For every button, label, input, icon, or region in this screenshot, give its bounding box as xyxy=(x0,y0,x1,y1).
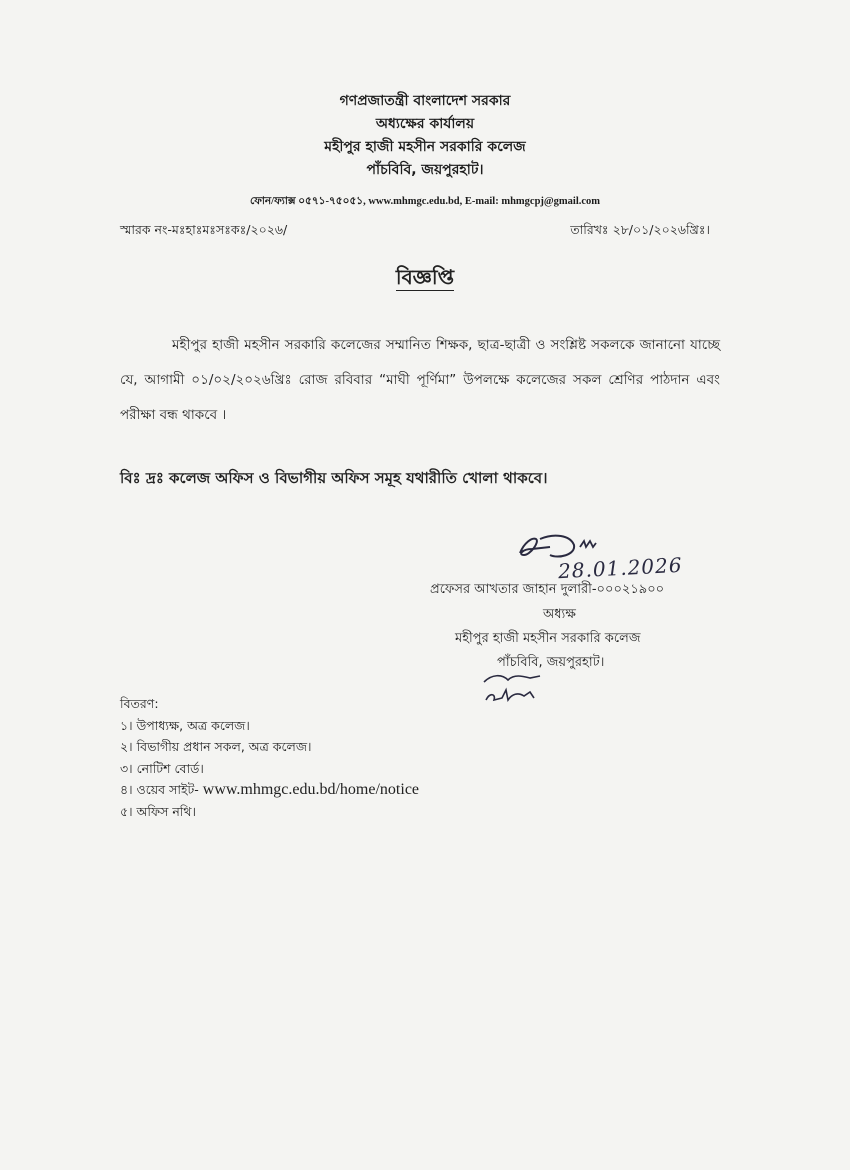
distribution-item: ১। উপাধ্যক্ষ, অত্র কলেজ। xyxy=(120,717,250,733)
initial-mark xyxy=(478,668,558,708)
letterhead xyxy=(0,90,850,213)
website-link[interactable]: www.mhmgc.edu.bd/home/notice xyxy=(202,781,420,798)
college-address: পাঁচবিবি, জয়পুরহাট। xyxy=(366,162,484,178)
distribution-item-website xyxy=(120,779,419,801)
notice-note: বিঃ দ্রঃ কলেজ অফিস ও বিভাগীয় অফিস সমূহ যথারীতি খোলা থাকবে। xyxy=(120,469,548,487)
notice-date: তারিখঃ ২৮/০১/২০২৬খ্রিঃ। xyxy=(570,222,710,237)
signatory-designation: অধ্যক্ষ xyxy=(543,607,576,622)
distribution-label: বিতরণ: xyxy=(120,696,159,711)
notice-body: মহীপুর হাজী মহসীন সরকারি কলেজের সম্মানিত শিক্ষক, ছাত্র-ছাত্রী ও সংশ্লিষ্ট সকলকে জানানো যাচ্ছে যে, আগামী ০১/০২/২০২৬খ্রিঃ রোজ রবিবার “মাঘী পূর্ণিমা” উপলক্ষে কলেজের সকল শ্রেণির পাঠদান এবং পরীক্ষা বন্ধ থাকবে । xyxy=(120,337,720,423)
signature-date: 28.01.2026 xyxy=(557,552,684,584)
signatory-name: প্রফেসর আখতার জাহান দুলারী-০০০২১৯০০ xyxy=(430,582,665,597)
distribution-list xyxy=(120,693,419,822)
distribution-item: ৫। অফিস নথি। xyxy=(120,803,196,819)
office-name: অধ্যক্ষের কার্যালয় xyxy=(375,116,475,132)
contact-info: ফোন/ফ্যাক্স ০৫৭১-৭৫০৫১, www.mhmgc.edu.bd, E-mail: mhmgcpj@gmail.com xyxy=(249,196,601,207)
college-name: মহীপুর হাজী মহসীন সরকারি কলেজ xyxy=(324,139,526,155)
website-label: ৪। ওয়েব সাইট- xyxy=(120,782,203,797)
notice-title: বিজ্ঞপ্তি xyxy=(395,265,455,289)
memo-number: স্মারক নং-মঃহাঃমঃসঃকঃ/২০২৬/ xyxy=(120,222,288,237)
signatory-address: পাঁচবিবি, জয়পুরহাট। xyxy=(497,655,605,670)
signatory-institution: মহীপুর হাজী মহসীন সরকারি কলেজ xyxy=(455,631,641,646)
notice-title-wrap xyxy=(0,263,850,296)
distribution-item: ২। বিভাগীয় প্রধান সকল, অত্র কলেজ। xyxy=(120,739,312,754)
govt-name: গণপ্রজাতন্ত্রী বাংলাদেশ সরকার xyxy=(339,93,511,109)
distribution-item: ৩। নোটিশ বোর্ড। xyxy=(120,760,204,776)
